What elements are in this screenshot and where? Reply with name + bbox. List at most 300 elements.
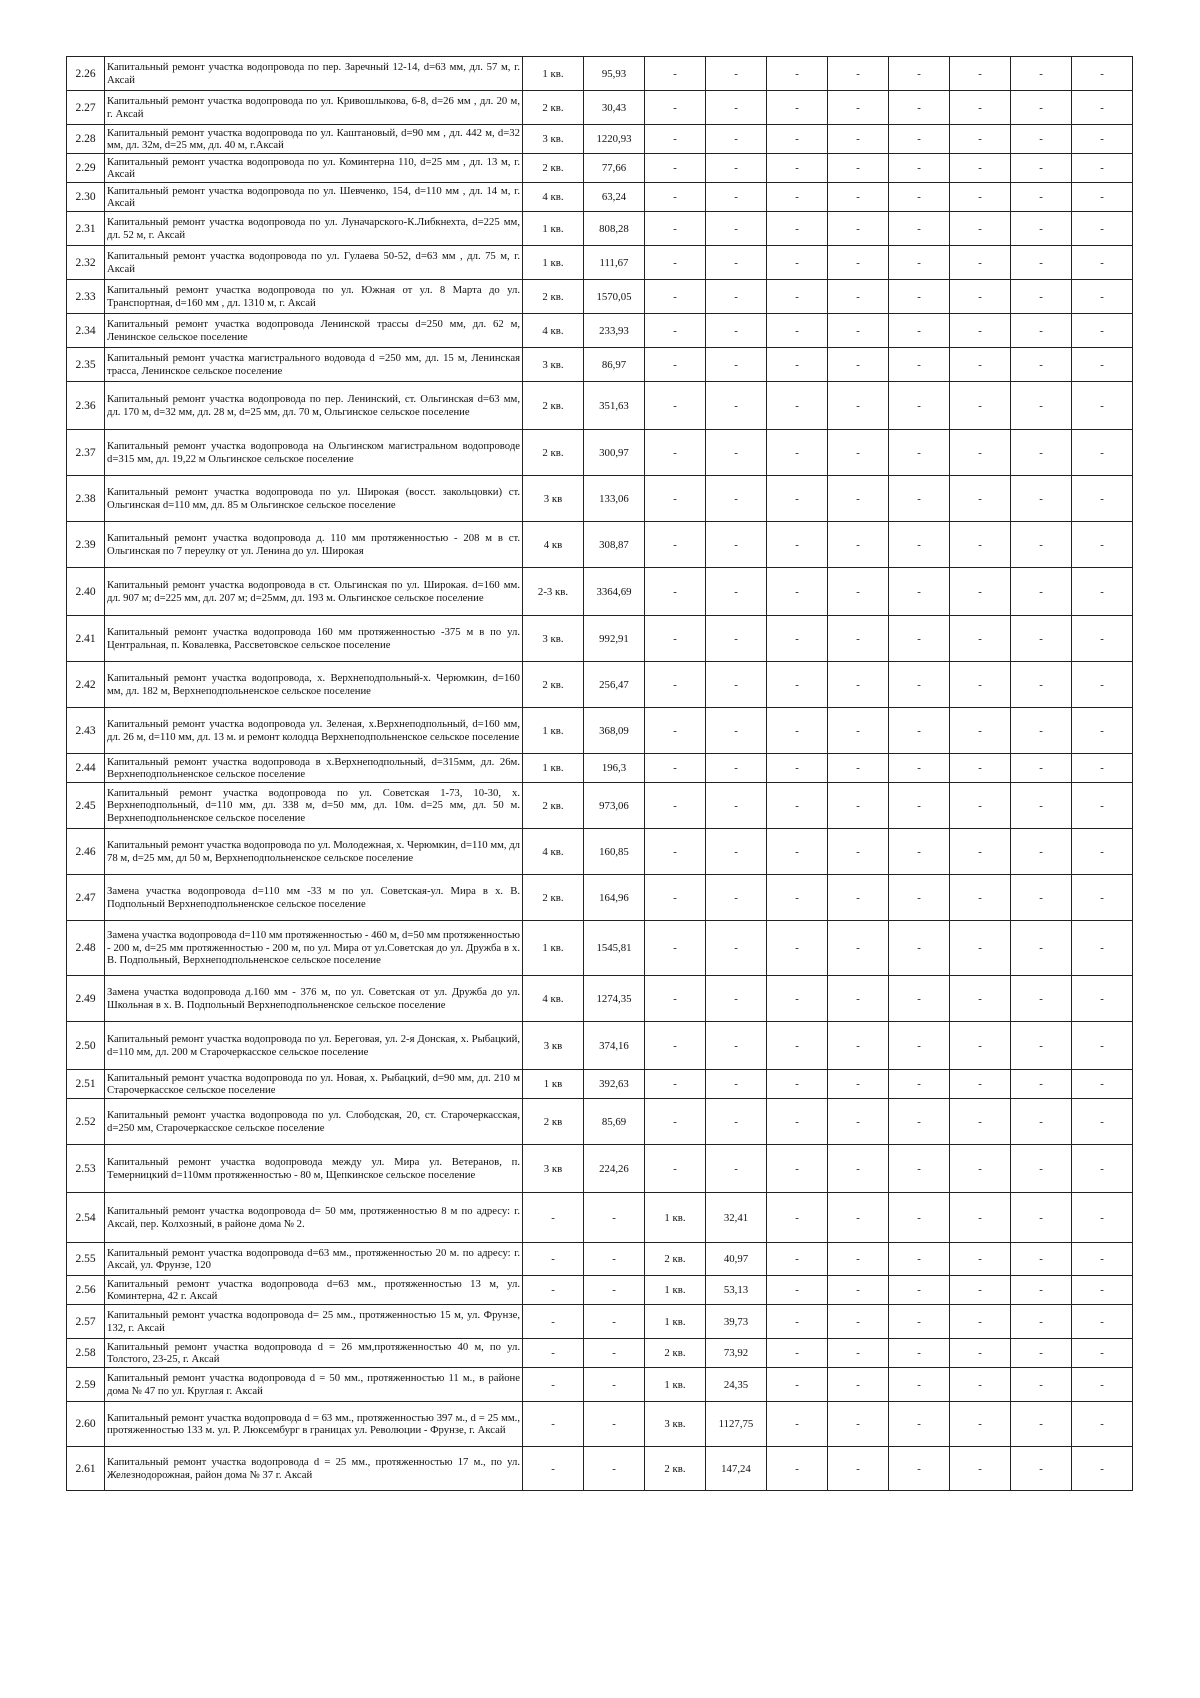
work-description: Капитальный ремонт участка водопровода по ул. Каштановый, d=90 мм , дл. 442 м, d=32 мм, дл. 32м, d=25 мм, дл. 40 м, г.Аксай xyxy=(105,125,523,154)
quarter-cell: - xyxy=(889,430,950,476)
cost-cell: - xyxy=(950,476,1011,522)
cost-cell: - xyxy=(584,1368,645,1402)
work-description: Капитальный ремонт участка водопровода на Ольгинском магистральном водопроводе d=315 мм, дл. 19,22 м Ольгинское сельское поселение xyxy=(105,430,523,476)
quarter-cell: 2 кв. xyxy=(523,875,584,921)
quarter-cell: - xyxy=(645,754,706,783)
table-row xyxy=(67,212,1133,246)
quarter-cell: - xyxy=(889,662,950,708)
cost-cell: - xyxy=(828,522,889,568)
quarter-cell: - xyxy=(1011,280,1072,314)
quarter-cell: - xyxy=(523,1305,584,1339)
table-row xyxy=(67,1022,1133,1070)
quarter-cell: 3 кв xyxy=(523,1022,584,1070)
cost-cell: - xyxy=(828,57,889,91)
table-row xyxy=(67,522,1133,568)
quarter-cell: - xyxy=(889,1447,950,1491)
cost-cell: - xyxy=(950,1022,1011,1070)
cost-cell: - xyxy=(950,125,1011,154)
cost-cell: - xyxy=(1072,875,1133,921)
quarter-cell: - xyxy=(523,1193,584,1243)
cost-cell: - xyxy=(706,708,767,754)
quarter-cell: - xyxy=(645,1022,706,1070)
table-row xyxy=(67,476,1133,522)
quarter-cell: - xyxy=(889,783,950,829)
quarter-cell: - xyxy=(767,522,828,568)
work-description: Капитальный ремонт участка водопровода 160 мм протяженностью -375 м в по ул. Центральная, п. Ковалевка, Рассветовское сельское поселение xyxy=(105,616,523,662)
cost-cell: 164,96 xyxy=(584,875,645,921)
row-number: 2.31 xyxy=(67,212,105,246)
quarter-cell: - xyxy=(889,921,950,976)
work-description: Капитальный ремонт участка водопровода d=63 мм., протяженностью 13 м, ул. Коминтерна, 42 г. Аксай xyxy=(105,1276,523,1305)
row-number: 2.40 xyxy=(67,568,105,616)
cost-cell: - xyxy=(828,125,889,154)
row-number: 2.38 xyxy=(67,476,105,522)
cost-cell: 3364,69 xyxy=(584,568,645,616)
quarter-cell: - xyxy=(767,921,828,976)
row-number: 2.32 xyxy=(67,246,105,280)
quarter-cell: - xyxy=(523,1368,584,1402)
cost-cell: - xyxy=(828,382,889,430)
work-description: Капитальный ремонт участка водопровода по ул. Луначарского-К.Либкнехта, d=225 мм, дл. 52 м, г. Аксай xyxy=(105,212,523,246)
quarter-cell: - xyxy=(767,314,828,348)
quarter-cell: - xyxy=(1011,1022,1072,1070)
quarter-cell: - xyxy=(767,708,828,754)
cost-cell: - xyxy=(1072,1447,1133,1491)
quarter-cell: 2 кв. xyxy=(523,430,584,476)
quarter-cell: 4 кв. xyxy=(523,183,584,212)
quarter-cell: - xyxy=(889,522,950,568)
cost-cell: - xyxy=(828,921,889,976)
quarter-cell: - xyxy=(767,1305,828,1339)
quarter-cell: - xyxy=(645,476,706,522)
table-row xyxy=(67,1243,1133,1276)
cost-cell: 992,91 xyxy=(584,616,645,662)
cost-cell: 133,06 xyxy=(584,476,645,522)
quarter-cell: - xyxy=(645,154,706,183)
quarter-cell: - xyxy=(767,476,828,522)
quarter-cell: - xyxy=(1011,183,1072,212)
row-number: 2.56 xyxy=(67,1276,105,1305)
quarter-cell: - xyxy=(767,246,828,280)
quarter-cell: - xyxy=(645,616,706,662)
cost-cell: - xyxy=(1072,476,1133,522)
quarter-cell: - xyxy=(645,708,706,754)
quarter-cell: - xyxy=(767,1339,828,1368)
quarter-cell: 2 кв. xyxy=(523,280,584,314)
cost-cell: - xyxy=(828,754,889,783)
table-row xyxy=(67,1305,1133,1339)
cost-cell: - xyxy=(706,183,767,212)
cost-cell: - xyxy=(950,616,1011,662)
cost-cell: - xyxy=(828,662,889,708)
row-number: 2.58 xyxy=(67,1339,105,1368)
quarter-cell: - xyxy=(889,708,950,754)
cost-cell: - xyxy=(706,382,767,430)
row-number: 2.44 xyxy=(67,754,105,783)
cost-cell: 86,97 xyxy=(584,348,645,382)
cost-cell: 63,24 xyxy=(584,183,645,212)
cost-cell: 30,43 xyxy=(584,91,645,125)
row-number: 2.50 xyxy=(67,1022,105,1070)
cost-cell: - xyxy=(706,212,767,246)
cost-cell: - xyxy=(706,875,767,921)
table-row xyxy=(67,616,1133,662)
cost-cell: - xyxy=(828,280,889,314)
quarter-cell: - xyxy=(889,616,950,662)
cost-cell: - xyxy=(706,57,767,91)
cost-cell: 95,93 xyxy=(584,57,645,91)
quarter-cell: 3 кв. xyxy=(523,348,584,382)
quarter-cell: - xyxy=(767,382,828,430)
cost-cell: 256,47 xyxy=(584,662,645,708)
quarter-cell: - xyxy=(645,348,706,382)
quarter-cell: - xyxy=(767,57,828,91)
cost-cell: - xyxy=(950,522,1011,568)
quarter-cell: - xyxy=(889,1368,950,1402)
cost-cell: - xyxy=(828,1339,889,1368)
quarter-cell: 2 кв xyxy=(523,1099,584,1145)
quarter-cell: - xyxy=(1011,875,1072,921)
cost-cell: - xyxy=(828,875,889,921)
table-row xyxy=(67,314,1133,348)
quarter-cell: 2 кв. xyxy=(645,1339,706,1368)
quarter-cell: 2 кв. xyxy=(523,154,584,183)
row-number: 2.39 xyxy=(67,522,105,568)
quarter-cell: 2 кв. xyxy=(523,382,584,430)
cost-cell: - xyxy=(1072,976,1133,1022)
cost-cell: - xyxy=(1072,783,1133,829)
work-description: Капитальный ремонт участка водопровода по ул. Гулаева 50-52, d=63 мм , дл. 75 м, г. Аксай xyxy=(105,246,523,280)
quarter-cell: - xyxy=(1011,1339,1072,1368)
cost-cell: - xyxy=(828,246,889,280)
work-description: Замена участка водопровода д.160 мм - 376 м, по ул. Советская от ул. Дружба до ул. Школьная в х. В. Подпольный Верхнеподпольненское сельское поселение xyxy=(105,976,523,1022)
cost-cell: - xyxy=(1072,754,1133,783)
cost-cell: - xyxy=(1072,183,1133,212)
table-body xyxy=(67,57,1133,1491)
quarter-cell: - xyxy=(645,783,706,829)
quarter-cell: 1 кв. xyxy=(645,1193,706,1243)
quarter-cell: - xyxy=(889,1305,950,1339)
row-number: 2.61 xyxy=(67,1447,105,1491)
cost-cell: - xyxy=(706,1145,767,1193)
row-number: 2.37 xyxy=(67,430,105,476)
quarter-cell: - xyxy=(645,125,706,154)
cost-cell: - xyxy=(828,708,889,754)
cost-cell: - xyxy=(950,348,1011,382)
quarter-cell: - xyxy=(1011,382,1072,430)
quarter-cell: - xyxy=(523,1276,584,1305)
row-number: 2.30 xyxy=(67,183,105,212)
row-number: 2.60 xyxy=(67,1402,105,1447)
cost-cell: - xyxy=(950,57,1011,91)
quarter-cell: - xyxy=(767,1070,828,1099)
work-description: Капитальный ремонт участка водопровода между ул. Мира ул. Ветеранов, п. Темерницкий d=110мм протяженностью - 80 м, Щепкинское сельское поселение xyxy=(105,1145,523,1193)
cost-cell: 1220,93 xyxy=(584,125,645,154)
quarter-cell: - xyxy=(889,1022,950,1070)
work-description: Капитальный ремонт участка магистрального водовода d =250 мм, дл. 15 м, Ленинская трасса, Ленинское сельское поселение xyxy=(105,348,523,382)
cost-cell: - xyxy=(1072,212,1133,246)
cost-cell: - xyxy=(1072,1276,1133,1305)
quarter-cell: - xyxy=(1011,246,1072,280)
cost-cell: - xyxy=(950,1193,1011,1243)
cost-cell: 1274,35 xyxy=(584,976,645,1022)
table-row xyxy=(67,568,1133,616)
cost-cell: - xyxy=(706,616,767,662)
quarter-cell: - xyxy=(767,1099,828,1145)
cost-cell: 374,16 xyxy=(584,1022,645,1070)
cost-cell: - xyxy=(828,1193,889,1243)
quarter-cell: - xyxy=(767,1022,828,1070)
cost-cell: - xyxy=(706,280,767,314)
table-row xyxy=(67,57,1133,91)
cost-cell: - xyxy=(584,1339,645,1368)
quarter-cell: - xyxy=(767,430,828,476)
cost-cell: - xyxy=(1072,382,1133,430)
cost-cell: - xyxy=(1072,57,1133,91)
cost-cell: 1127,75 xyxy=(706,1402,767,1447)
quarter-cell: - xyxy=(1011,430,1072,476)
quarter-cell: - xyxy=(645,280,706,314)
work-description: Капитальный ремонт участка водопровода d = 26 мм,протяженностью 40 м, по ул. Толстого, 23-25, г. Аксай xyxy=(105,1339,523,1368)
quarter-cell: - xyxy=(1011,708,1072,754)
quarter-cell: 2 кв. xyxy=(523,783,584,829)
cost-cell: - xyxy=(1072,522,1133,568)
cost-cell: - xyxy=(584,1402,645,1447)
quarter-cell: - xyxy=(767,662,828,708)
cost-cell: - xyxy=(828,1145,889,1193)
table-row xyxy=(67,921,1133,976)
work-description: Капитальный ремонт участка водопровода ул. Зеленая, х.Верхнеподпольный, d=160 мм, дл. 26 м, d=110 мм, дл. 13 м. и ремонт колодца Верхнеподпольненское сельское поселение xyxy=(105,708,523,754)
cost-cell: - xyxy=(706,348,767,382)
cost-cell: - xyxy=(1072,154,1133,183)
quarter-cell: - xyxy=(1011,1276,1072,1305)
cost-cell: 368,09 xyxy=(584,708,645,754)
quarter-cell: 4 кв xyxy=(523,522,584,568)
work-description: Капитальный ремонт участка водопровода по ул. Южная от ул. 8 Марта до ул. Транспортная, d=160 мм , дл. 1310 м, г. Аксай xyxy=(105,280,523,314)
quarter-cell: - xyxy=(1011,476,1072,522)
quarter-cell: - xyxy=(889,1276,950,1305)
quarter-cell: - xyxy=(1011,1402,1072,1447)
cost-cell: - xyxy=(828,430,889,476)
row-number: 2.47 xyxy=(67,875,105,921)
row-number: 2.49 xyxy=(67,976,105,1022)
cost-cell: - xyxy=(950,314,1011,348)
cost-cell: - xyxy=(706,976,767,1022)
quarter-cell: - xyxy=(645,875,706,921)
work-description: Капитальный ремонт участка водопровода в ст. Ольгинская по ул. Широкая. d=160 мм. дл. 907 м; d=225 мм, дл. 207 м; d=25мм, дл. 193 м. Ольгинское сельское поселение xyxy=(105,568,523,616)
quarter-cell: - xyxy=(889,125,950,154)
work-description: Капитальный ремонт участка водопровода, х. Верхнеподпольный-х. Черюмкин, d=160 мм, дл. 182 м, Верхнеподпольненское сельское поселение xyxy=(105,662,523,708)
row-number: 2.36 xyxy=(67,382,105,430)
cost-cell: 40,97 xyxy=(706,1243,767,1276)
quarter-cell: - xyxy=(1011,783,1072,829)
cost-cell: - xyxy=(950,921,1011,976)
cost-cell: - xyxy=(950,976,1011,1022)
quarter-cell: - xyxy=(645,57,706,91)
quarter-cell: - xyxy=(523,1402,584,1447)
quarter-cell: - xyxy=(889,1193,950,1243)
work-description: Капитальный ремонт участка водопровода по ул. Кривошлыкова, 6-8, d=26 мм , дл. 20 м, г. Аксай xyxy=(105,91,523,125)
quarter-cell: - xyxy=(523,1243,584,1276)
cost-cell: 392,63 xyxy=(584,1070,645,1099)
cost-cell: - xyxy=(950,1402,1011,1447)
quarter-cell: - xyxy=(645,246,706,280)
cost-cell: - xyxy=(828,1305,889,1339)
quarter-cell: 1 кв. xyxy=(645,1305,706,1339)
quarter-cell: - xyxy=(1011,125,1072,154)
cost-cell: - xyxy=(1072,91,1133,125)
quarter-cell: 1 кв. xyxy=(523,57,584,91)
cost-cell: - xyxy=(950,1099,1011,1145)
cost-cell: - xyxy=(828,1368,889,1402)
cost-cell: - xyxy=(706,1099,767,1145)
cost-cell: - xyxy=(1072,921,1133,976)
quarter-cell: - xyxy=(889,1099,950,1145)
table-row xyxy=(67,280,1133,314)
quarter-cell: - xyxy=(1011,616,1072,662)
cost-cell: - xyxy=(828,183,889,212)
table-row xyxy=(67,976,1133,1022)
quarter-cell: 2 кв. xyxy=(645,1447,706,1491)
table-row xyxy=(67,348,1133,382)
table-row xyxy=(67,125,1133,154)
row-number: 2.51 xyxy=(67,1070,105,1099)
work-description: Капитальный ремонт участка водопровода d=63 мм., протяженностью 20 м. по адресу: г. Аксай, ул. Фрунзе, 120 xyxy=(105,1243,523,1276)
cost-cell: - xyxy=(1072,1368,1133,1402)
quarter-cell: - xyxy=(1011,212,1072,246)
quarter-cell: - xyxy=(1011,1145,1072,1193)
cost-cell: - xyxy=(1072,1243,1133,1276)
table-row xyxy=(67,382,1133,430)
quarter-cell: - xyxy=(889,1402,950,1447)
cost-cell: - xyxy=(950,91,1011,125)
cost-cell: - xyxy=(828,348,889,382)
work-description: Капитальный ремонт участка водопровода d= 25 мм., протяженностью 15 м, ул. Фрунзе, 132, г. Аксай xyxy=(105,1305,523,1339)
quarter-cell: - xyxy=(645,1145,706,1193)
quarter-cell: - xyxy=(767,568,828,616)
cost-cell: - xyxy=(1072,246,1133,280)
cost-cell: - xyxy=(950,246,1011,280)
cost-cell: - xyxy=(706,662,767,708)
quarter-cell: - xyxy=(889,754,950,783)
quarter-cell: 1 кв. xyxy=(645,1368,706,1402)
cost-cell: - xyxy=(828,1276,889,1305)
cost-cell: - xyxy=(706,1070,767,1099)
cost-cell: 300,97 xyxy=(584,430,645,476)
quarter-cell: - xyxy=(889,280,950,314)
quarter-cell: - xyxy=(767,875,828,921)
quarter-cell: - xyxy=(645,829,706,875)
cost-cell: 147,24 xyxy=(706,1447,767,1491)
work-description: Капитальный ремонт участка водопровода по ул. Слободская, 20, ст. Старочеркасская, d=250 мм, Старочеркасское сельское поселение xyxy=(105,1099,523,1145)
work-description: Капитальный ремонт участка водопровода в х.Верхнеподпольный, d=315мм, дл. 26м. Верхнеподпольненское сельское поселение xyxy=(105,754,523,783)
work-description: Капитальный ремонт участка водопровода по ул. Советская 1-73, 10-30, х. Верхнеподпольный, d=110 мм, дл. 338 м, d=50 мм, дл. 10м. d=25 мм, дл. 50 м. Верхнеподпольненское сельское поселение xyxy=(105,783,523,829)
cost-cell: - xyxy=(950,1276,1011,1305)
cost-cell: - xyxy=(828,783,889,829)
cost-cell: - xyxy=(584,1193,645,1243)
table-row xyxy=(67,829,1133,875)
quarter-cell: - xyxy=(767,154,828,183)
quarter-cell: - xyxy=(767,829,828,875)
cost-cell: 808,28 xyxy=(584,212,645,246)
quarter-cell: - xyxy=(767,1243,828,1276)
work-description: Капитальный ремонт участка водопровода д. 110 мм протяженностью - 208 м в ст. Ольгинская по 7 переулку от ул. Ленина до ул. Широкая xyxy=(105,522,523,568)
cost-cell: - xyxy=(828,1022,889,1070)
quarter-cell: - xyxy=(1011,568,1072,616)
quarter-cell: 2-3 кв. xyxy=(523,568,584,616)
cost-cell: - xyxy=(950,430,1011,476)
table-row xyxy=(67,1447,1133,1491)
quarter-cell: - xyxy=(889,246,950,280)
cost-cell: - xyxy=(1072,708,1133,754)
cost-cell: - xyxy=(706,476,767,522)
work-description: Замена участка водопровода d=110 мм -33 м по ул. Советская-ул. Мира в х. В. Подпольный Верхнеподпольненское сельское поселение xyxy=(105,875,523,921)
cost-cell: - xyxy=(706,91,767,125)
quarter-cell: - xyxy=(889,1070,950,1099)
table-row xyxy=(67,1070,1133,1099)
cost-cell: - xyxy=(828,1402,889,1447)
cost-cell: - xyxy=(950,183,1011,212)
quarter-cell: - xyxy=(889,829,950,875)
quarter-cell: 4 кв. xyxy=(523,976,584,1022)
quarter-cell: 4 кв. xyxy=(523,314,584,348)
work-description: Капитальный ремонт участка водопровода по ул. Молодежная, х. Черюмкин, d=110 мм, дл 78 м, d=25 мм, дл 50 м, Верхнеподпольненское сельское поселение xyxy=(105,829,523,875)
quarter-cell: - xyxy=(645,183,706,212)
quarter-cell: - xyxy=(767,783,828,829)
quarter-cell: - xyxy=(767,616,828,662)
quarter-cell: - xyxy=(1011,348,1072,382)
row-number: 2.54 xyxy=(67,1193,105,1243)
table-row xyxy=(67,875,1133,921)
cost-cell: - xyxy=(950,212,1011,246)
quarter-cell: - xyxy=(1011,921,1072,976)
quarter-cell: 3 кв xyxy=(523,476,584,522)
table-row xyxy=(67,1099,1133,1145)
cost-cell: - xyxy=(828,314,889,348)
cost-cell: 1545,81 xyxy=(584,921,645,976)
cost-cell: - xyxy=(1072,1022,1133,1070)
table-row xyxy=(67,1193,1133,1243)
quarter-cell: - xyxy=(889,183,950,212)
quarter-cell: - xyxy=(767,976,828,1022)
cost-cell: - xyxy=(1072,1145,1133,1193)
cost-cell: - xyxy=(706,921,767,976)
cost-cell: 1570,05 xyxy=(584,280,645,314)
cost-cell: - xyxy=(1072,348,1133,382)
table-row xyxy=(67,1339,1133,1368)
row-number: 2.27 xyxy=(67,91,105,125)
row-number: 2.29 xyxy=(67,154,105,183)
table-row xyxy=(67,154,1133,183)
cost-cell: - xyxy=(950,783,1011,829)
repair-plan-table xyxy=(66,56,1133,1491)
quarter-cell: - xyxy=(645,662,706,708)
quarter-cell: 2 кв. xyxy=(523,662,584,708)
table-row xyxy=(67,246,1133,280)
quarter-cell: - xyxy=(1011,754,1072,783)
quarter-cell: - xyxy=(889,875,950,921)
cost-cell: - xyxy=(950,1070,1011,1099)
work-description: Капитальный ремонт участка водопровода по ул. Коминтерна 110, d=25 мм , дл. 13 м, г. Аксай xyxy=(105,154,523,183)
quarter-cell: 1 кв. xyxy=(523,246,584,280)
row-number: 2.41 xyxy=(67,616,105,662)
quarter-cell: - xyxy=(767,183,828,212)
cost-cell: 196,3 xyxy=(584,754,645,783)
quarter-cell: - xyxy=(1011,522,1072,568)
quarter-cell: 4 кв. xyxy=(523,829,584,875)
cost-cell: - xyxy=(706,246,767,280)
cost-cell: - xyxy=(950,1368,1011,1402)
